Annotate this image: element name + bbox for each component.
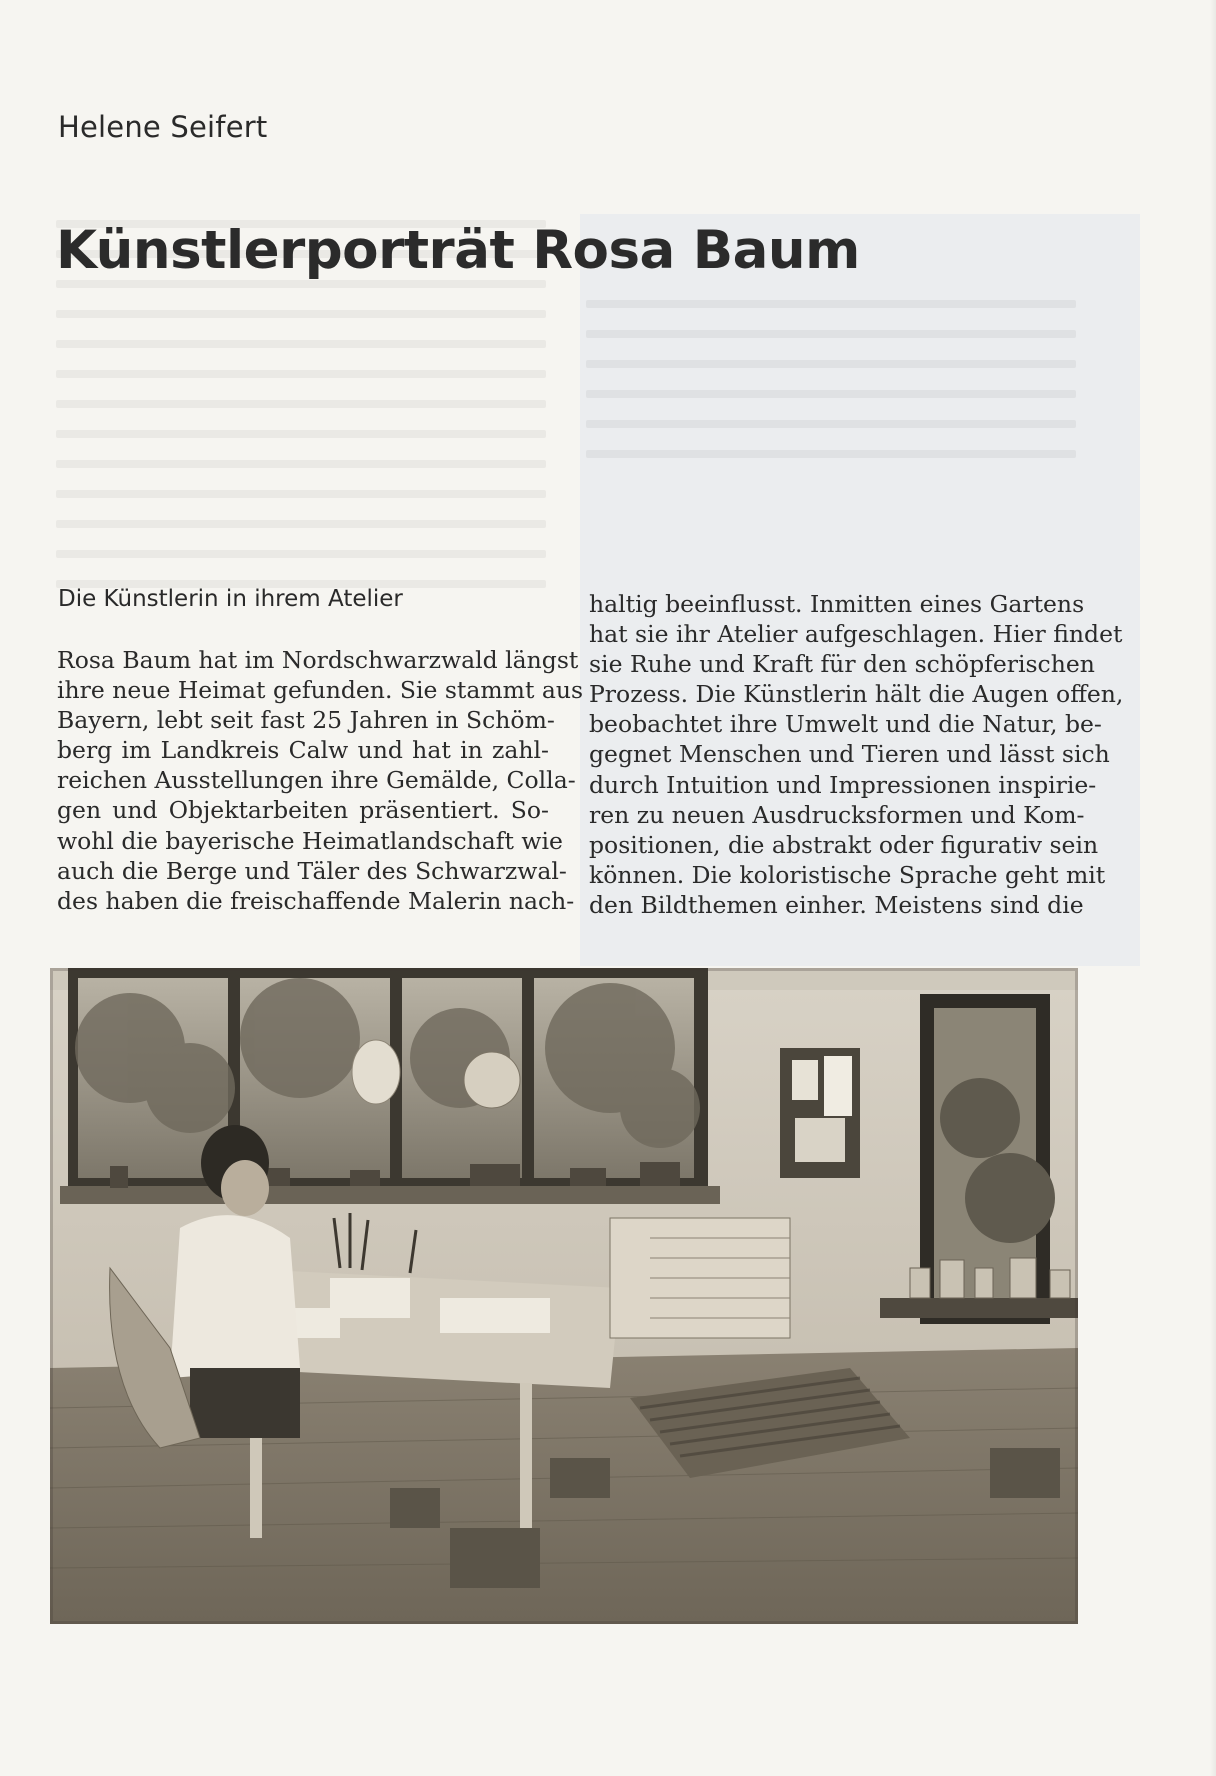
text-line: können. Die koloristische Sprache geht mit: [589, 860, 1106, 889]
text-line: Bayern, lebt seit fast 25 Jahren in Schöm-: [57, 706, 555, 735]
text-line: auch die Berge und Täler des Schwarzwal-: [57, 856, 567, 885]
page-edge-shadow: [1210, 0, 1216, 1776]
text-line: beobachtet ihre Umwelt und die Natur, be-: [589, 710, 1102, 739]
text-line: ren zu neuen Ausdrucksformen und Kom-: [589, 800, 1085, 829]
text-line: sie Ruhe und Kraft für den schöpferischen: [589, 650, 1095, 679]
text-line: haltig beeinflusst. Inmitten eines Gartens: [589, 590, 1085, 618]
article-title: Künstlerporträt Rosa Baum: [56, 220, 860, 281]
text-line: reichen Ausstellungen ihre Gemälde, Colla-: [57, 766, 576, 795]
atelier-photo: [50, 968, 1078, 1624]
body-column-right: [589, 589, 1124, 920]
text-line: Prozess. Die Künstlerin hält die Augen offen,: [589, 680, 1124, 709]
text-line: wohl die bayerische Heimatlandschaft wie: [57, 826, 563, 855]
section-caption: Die Künstlerin in ihrem Atelier: [58, 586, 403, 612]
text-line: den Bildthemen einher. Meistens sind die: [589, 890, 1084, 919]
author-name: Helene Seifert: [58, 110, 268, 144]
text-line: positionen, die abstrakt oder figurativ sein: [589, 830, 1099, 859]
text-line: Rosa Baum hat im Nordschwarzwald längst: [57, 646, 579, 674]
text-line: ihre neue Heimat gefunden. Sie stammt aus: [57, 676, 584, 705]
text-line: hat sie ihr Atelier aufgeschlagen. Hier findet: [589, 620, 1123, 649]
text-line: des haben die freischaffende Malerin nach-: [57, 886, 575, 915]
text-line: gen und Objektarbeiten präsentiert. So-: [57, 796, 549, 825]
text-line: gegnet Menschen und Tieren und lässt sich: [589, 740, 1110, 769]
text-line: berg im Landkreis Calw und hat in zahl-: [57, 736, 549, 765]
body-column-left: [57, 645, 584, 916]
text-line: durch Intuition und Impressionen inspirie-: [589, 770, 1097, 799]
